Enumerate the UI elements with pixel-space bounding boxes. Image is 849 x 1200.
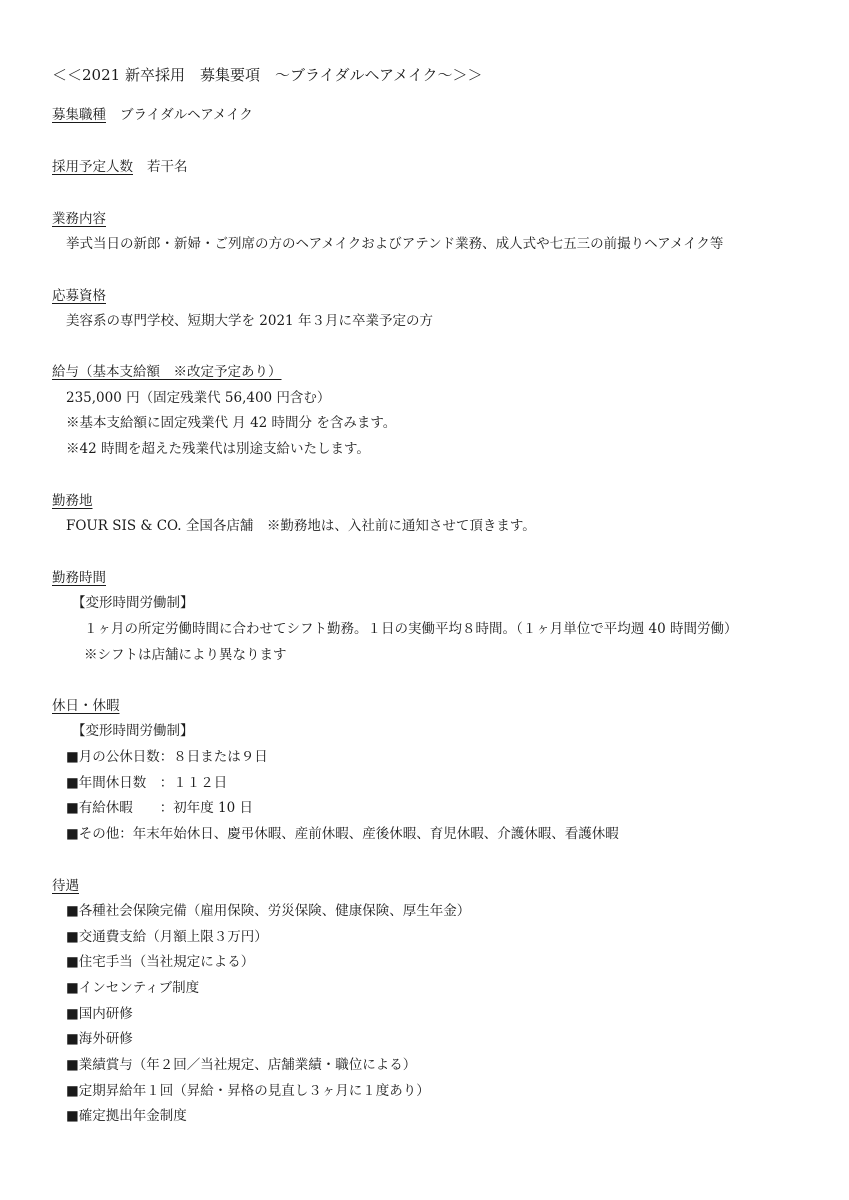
hours-line: １ヶ月の所定労働時間に合わせてシフト勤務。１日の実働平均８時間。（１ヶ月単位で平均週 40 時間労働）	[84, 621, 738, 637]
benefits-item: ■定期昇給年１回（昇給・昇格の見直し３ヶ月に１度あり）	[66, 1083, 430, 1099]
holidays-system: 【変形時間労働制】	[72, 723, 194, 739]
location-heading: 勤務地	[52, 493, 93, 509]
benefits-item: ■海外研修	[66, 1031, 133, 1047]
qualification-text: 美容系の専門学校、短期大学を 2021 年３月に卒業予定の方	[66, 313, 433, 329]
holidays-item: ■月の公休日数：８日または９日	[66, 749, 268, 765]
benefits-item: ■住宅手当（当社規定による）	[66, 954, 255, 970]
holidays-item: ■その他：年末年始休日、慶弔休暇、産前休暇、産後休暇、育児休暇、介護休暇、看護休暇	[66, 826, 619, 842]
benefits-item: ■確定拠出年金制度	[66, 1108, 187, 1124]
position-value: ブライダルヘアメイク	[120, 107, 253, 123]
benefits-item: ■国内研修	[66, 1006, 133, 1022]
position-heading: 募集職種	[52, 107, 106, 123]
benefits-heading: 待遇	[52, 878, 79, 894]
salary-line: 235,000 円（固定残業代 56,400 円含む）	[66, 390, 331, 406]
benefits-item: ■交通費支給（月額上限３万円）	[66, 929, 268, 945]
headcount-row	[52, 158, 188, 176]
holidays-item: ■有給休暇 ：初年度 10 日	[66, 800, 254, 816]
salary-line: ※基本支給額に固定残業代 月 42 時間分 を含みます。	[66, 415, 397, 431]
duties-heading: 業務内容	[52, 211, 106, 227]
qualification-heading: 応募資格	[52, 288, 106, 304]
headcount-value: 若干名	[147, 159, 188, 175]
benefits-item: ■業績賞与（年２回／当社規定、店舗業績・職位による）	[66, 1057, 417, 1073]
duties-text: 挙式当日の新郎・新婦・ご列席の方のヘアメイクおよびアテンド業務、成人式や七五三の前撮りヘアメイク等	[66, 236, 724, 252]
benefits-item: ■各種社会保険完備（雇用保険、労災保険、健康保険、厚生年金）	[66, 903, 471, 919]
location-text: FOUR SIS & CO. 全国各店舗 ※勤務地は、入社前に通知させて頂きます。	[66, 518, 536, 534]
holidays-heading: 休日・休暇	[52, 698, 120, 714]
position-row	[52, 106, 253, 124]
salary-line: ※42 時間を超えた残業代は別途支給いたします。	[66, 441, 370, 457]
hours-heading: 勤務時間	[52, 570, 106, 586]
document-title: ＜＜2021 新卒採用 募集要項 ～ブライダルヘアメイク～＞＞	[52, 66, 483, 84]
hours-line: ※シフトは店舗により異なります	[84, 647, 287, 663]
headcount-heading: 採用予定人数	[52, 159, 133, 175]
hours-system: 【変形時間労働制】	[72, 595, 194, 611]
salary-heading: 給与（基本支給額 ※改定予定あり）	[52, 364, 282, 380]
benefits-item: ■インセンティブ制度	[66, 980, 200, 996]
holidays-item: ■年間休日数 ：１１２日	[66, 775, 228, 791]
